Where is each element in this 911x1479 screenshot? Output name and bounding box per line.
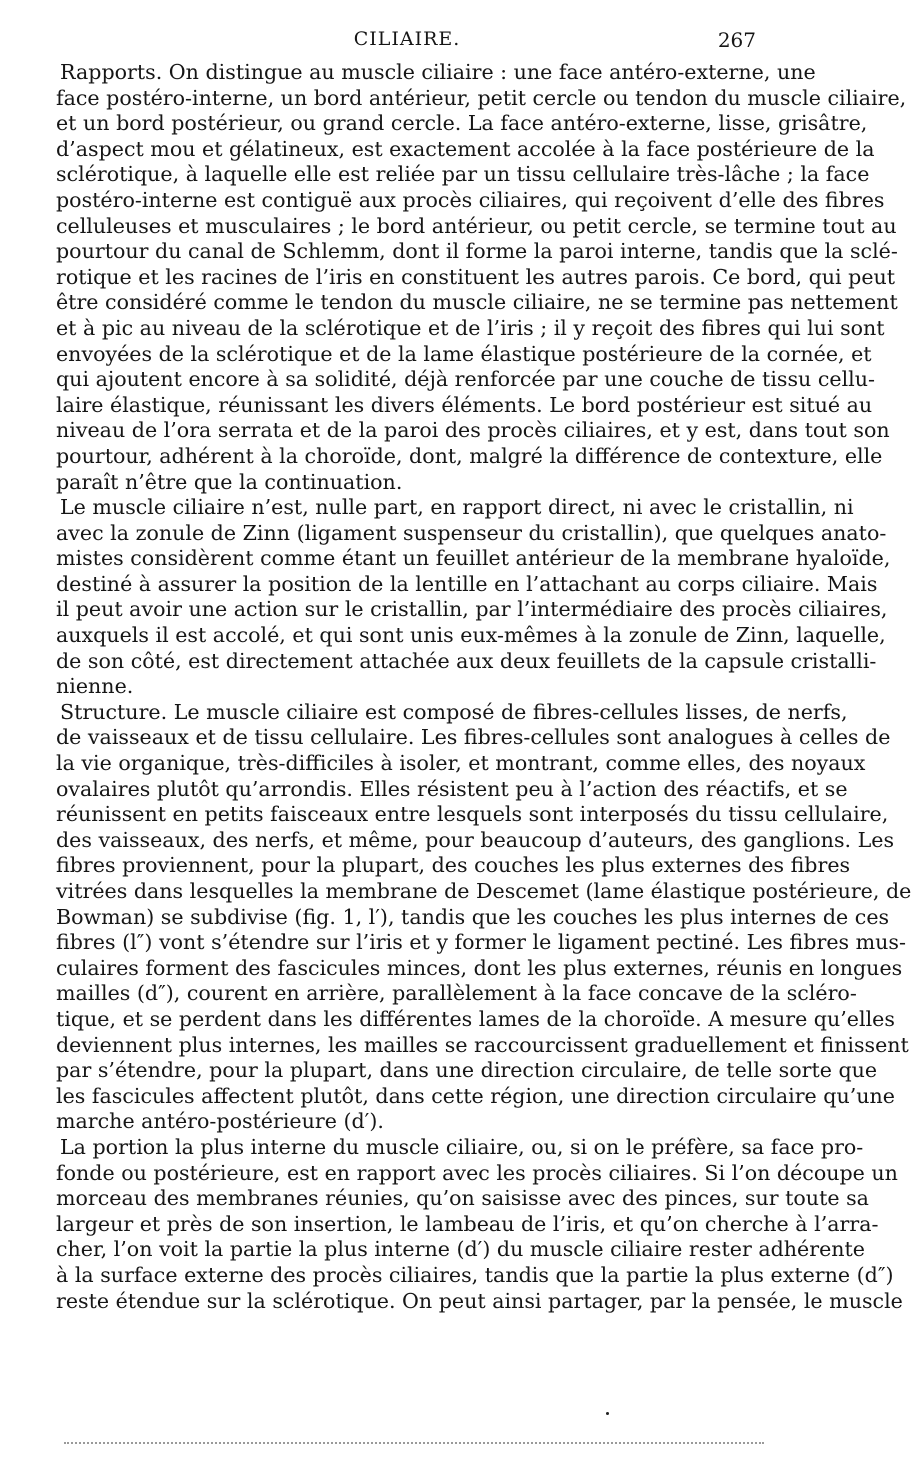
text-line: mistes considèrent comme étant un feuillet antérieur de la membrane hyaloïde, — [56, 546, 891, 571]
text-line: d’aspect mou et gélatineux, est exactement accolée à la face postérieure de la — [56, 136, 875, 161]
body-text — [56, 60, 911, 1314]
print-speck — [606, 1412, 609, 1415]
text-line: ovalaires plutôt qu’arrondis. Elles résistent peu à l’action des réactifs, et se — [56, 776, 848, 801]
text-line: et un bord postérieur, ou grand cercle. La face antéro-externe, lisse, grisâtre, — [56, 111, 868, 136]
text-line: vitrées dans lesquelles la membrane de Descemet (lame élastique postérieure, de — [56, 879, 911, 903]
text-line: Le muscle ciliaire n’est, nulle part, en rapport direct, ni avec le cristallin, ni — [60, 495, 854, 520]
text-line: fibres proviennent, pour la plupart, des couches les plus externes des fibres — [56, 853, 851, 878]
text-line: cher, l’on voit la partie la plus interne (d′) du muscle ciliaire rester adhérente — [56, 1237, 865, 1262]
text-line: marche antéro-postérieure (d′). — [56, 1109, 384, 1134]
text-line: fonde ou postérieure, est en rapport avec les procès ciliaires. Si l’on découpe un — [56, 1160, 898, 1185]
text-line: fibres (l″) vont s’étendre sur l’iris et y former le ligament pectiné. Les fibres mus- — [56, 930, 906, 955]
text-line: deviennent plus internes, les mailles se raccourcissent graduellement et finissent — [56, 1032, 909, 1057]
text-line: réunissent en petits faisceaux entre lesquels sont interposés du tissu cellulaire, — [56, 802, 889, 827]
text-line: morceau des membranes réunies, qu’on saisisse avec des pinces, sur toute sa — [56, 1186, 869, 1211]
text-line: mailles (d″), courent en arrière, parallèlement à la face concave de la scléro- — [56, 981, 857, 1006]
text-line: postéro-interne est contiguë aux procès ciliaires, qui reçoivent d’elle des fibres — [56, 187, 885, 212]
page-number: 267 — [717, 28, 756, 52]
text-line: Rapports. On distingue au muscle ciliaire : une face antéro-externe, une — [60, 60, 816, 84]
text-line: de vaisseaux et de tissu cellulaire. Les fibres-cellules sont analogues à celles de — [56, 725, 891, 750]
page-header — [58, 28, 756, 58]
text-line: paraît n’être que la continuation. — [56, 469, 403, 494]
text-line: Structure. Le muscle ciliaire est composé de fibres-cellules lisses, de nerfs, — [60, 699, 848, 724]
text-line: largeur et près de son insertion, le lambeau de l’iris, et qu’on cherche à l’arra- — [56, 1211, 879, 1236]
text-line: pourtour, adhérent à la choroïde, dont, malgré la différence de contexture, elle — [56, 443, 883, 468]
text-line: pourtour du canal de Schlemm, dont il forme la paroi interne, tandis que la sclé- — [56, 239, 898, 264]
paragraph — [56, 495, 891, 700]
running-title: CILIAIRE. — [353, 28, 461, 50]
text-line: face postéro-interne, un bord antérieur, petit cercle ou tendon du muscle ciliaire, — [56, 85, 907, 110]
paragraph — [56, 699, 911, 1135]
paragraph — [56, 1134, 903, 1314]
text-line: nienne. — [56, 674, 134, 699]
text-line: destiné à assurer la position de la lentille en l’attachant au corps ciliaire. Mais — [56, 571, 878, 596]
bottom-rule — [64, 1442, 764, 1444]
text-line: celluleuses et musculaires ; le bord antérieur, ou petit cercle, se termine tout au — [56, 213, 897, 238]
text-line: les fascicules affectent plutôt, dans cette région, une direction circulaire qu’une — [56, 1083, 895, 1108]
text-line: culaires forment des fascicules minces, dont les plus externes, réunis en longues — [56, 955, 903, 980]
text-line: auxquels il est accolé, et qui sont unis eux-mêmes à la zonule de Zinn, laquelle, — [56, 623, 886, 648]
text-line: rotique et les racines de l’iris en constituent les autres parois. Ce bord, qui peut — [56, 264, 896, 289]
text-line: il peut avoir une action sur le cristallin, par l’intermédiaire des procès ciliaires, — [56, 597, 888, 622]
text-line: avec la zonule de Zinn (ligament suspenseur du cristallin), que quelques anato- — [56, 520, 887, 545]
text-line: tique, et se perdent dans les différentes lames de la choroïde. A mesure qu’elles — [56, 1006, 895, 1031]
text-line: niveau de l’ora serrata et de la paroi des procès ciliaires, et y est, dans tout son — [56, 418, 890, 443]
text-line: reste étendue sur la sclérotique. On peut ainsi partager, par la pensée, le muscle — [56, 1288, 903, 1313]
text-line: et à pic au niveau de la sclérotique et de l’iris ; il y reçoit des fibres qui lui sont — [56, 315, 885, 340]
text-line: par s’étendre, pour la plupart, dans une direction circulaire, de telle sorte que — [56, 1058, 878, 1083]
text-line: des vaisseaux, des nerfs, et même, pour beaucoup d’auteurs, des ganglions. Les — [56, 827, 895, 852]
paragraph — [56, 60, 907, 495]
text-line: de son côté, est directement attachée aux deux feuillets de la capsule cristalli- — [56, 648, 877, 673]
text-line: sclérotique, à laquelle elle est reliée par un tissu cellulaire très-lâche ; la face — [56, 162, 870, 187]
text-line: envoyées de la sclérotique et de la lame élastique postérieure de la cornée, et — [56, 341, 872, 366]
text-line: être considéré comme le tendon du muscle ciliaire, ne se termine pas nettement — [56, 290, 898, 315]
text-line: la vie organique, très-difficiles à isoler, et montrant, comme elles, des noyaux — [56, 751, 866, 776]
text-line: laire élastique, réunissant les divers éléments. Le bord postérieur est situé au — [56, 392, 873, 417]
text-line: qui ajoutent encore à sa solidité, déjà renforcée par une couche de tissu cellu- — [56, 367, 875, 392]
text-line: à la surface externe des procès ciliaires, tandis que la partie la plus externe (d″) — [56, 1262, 894, 1287]
text-line: Bowman) se subdivise (fig. 1, l′), tandis que les couches les plus internes de ces — [56, 904, 890, 929]
text-line: La portion la plus interne du muscle ciliaire, ou, si on le préfère, sa face pro- — [60, 1134, 864, 1159]
